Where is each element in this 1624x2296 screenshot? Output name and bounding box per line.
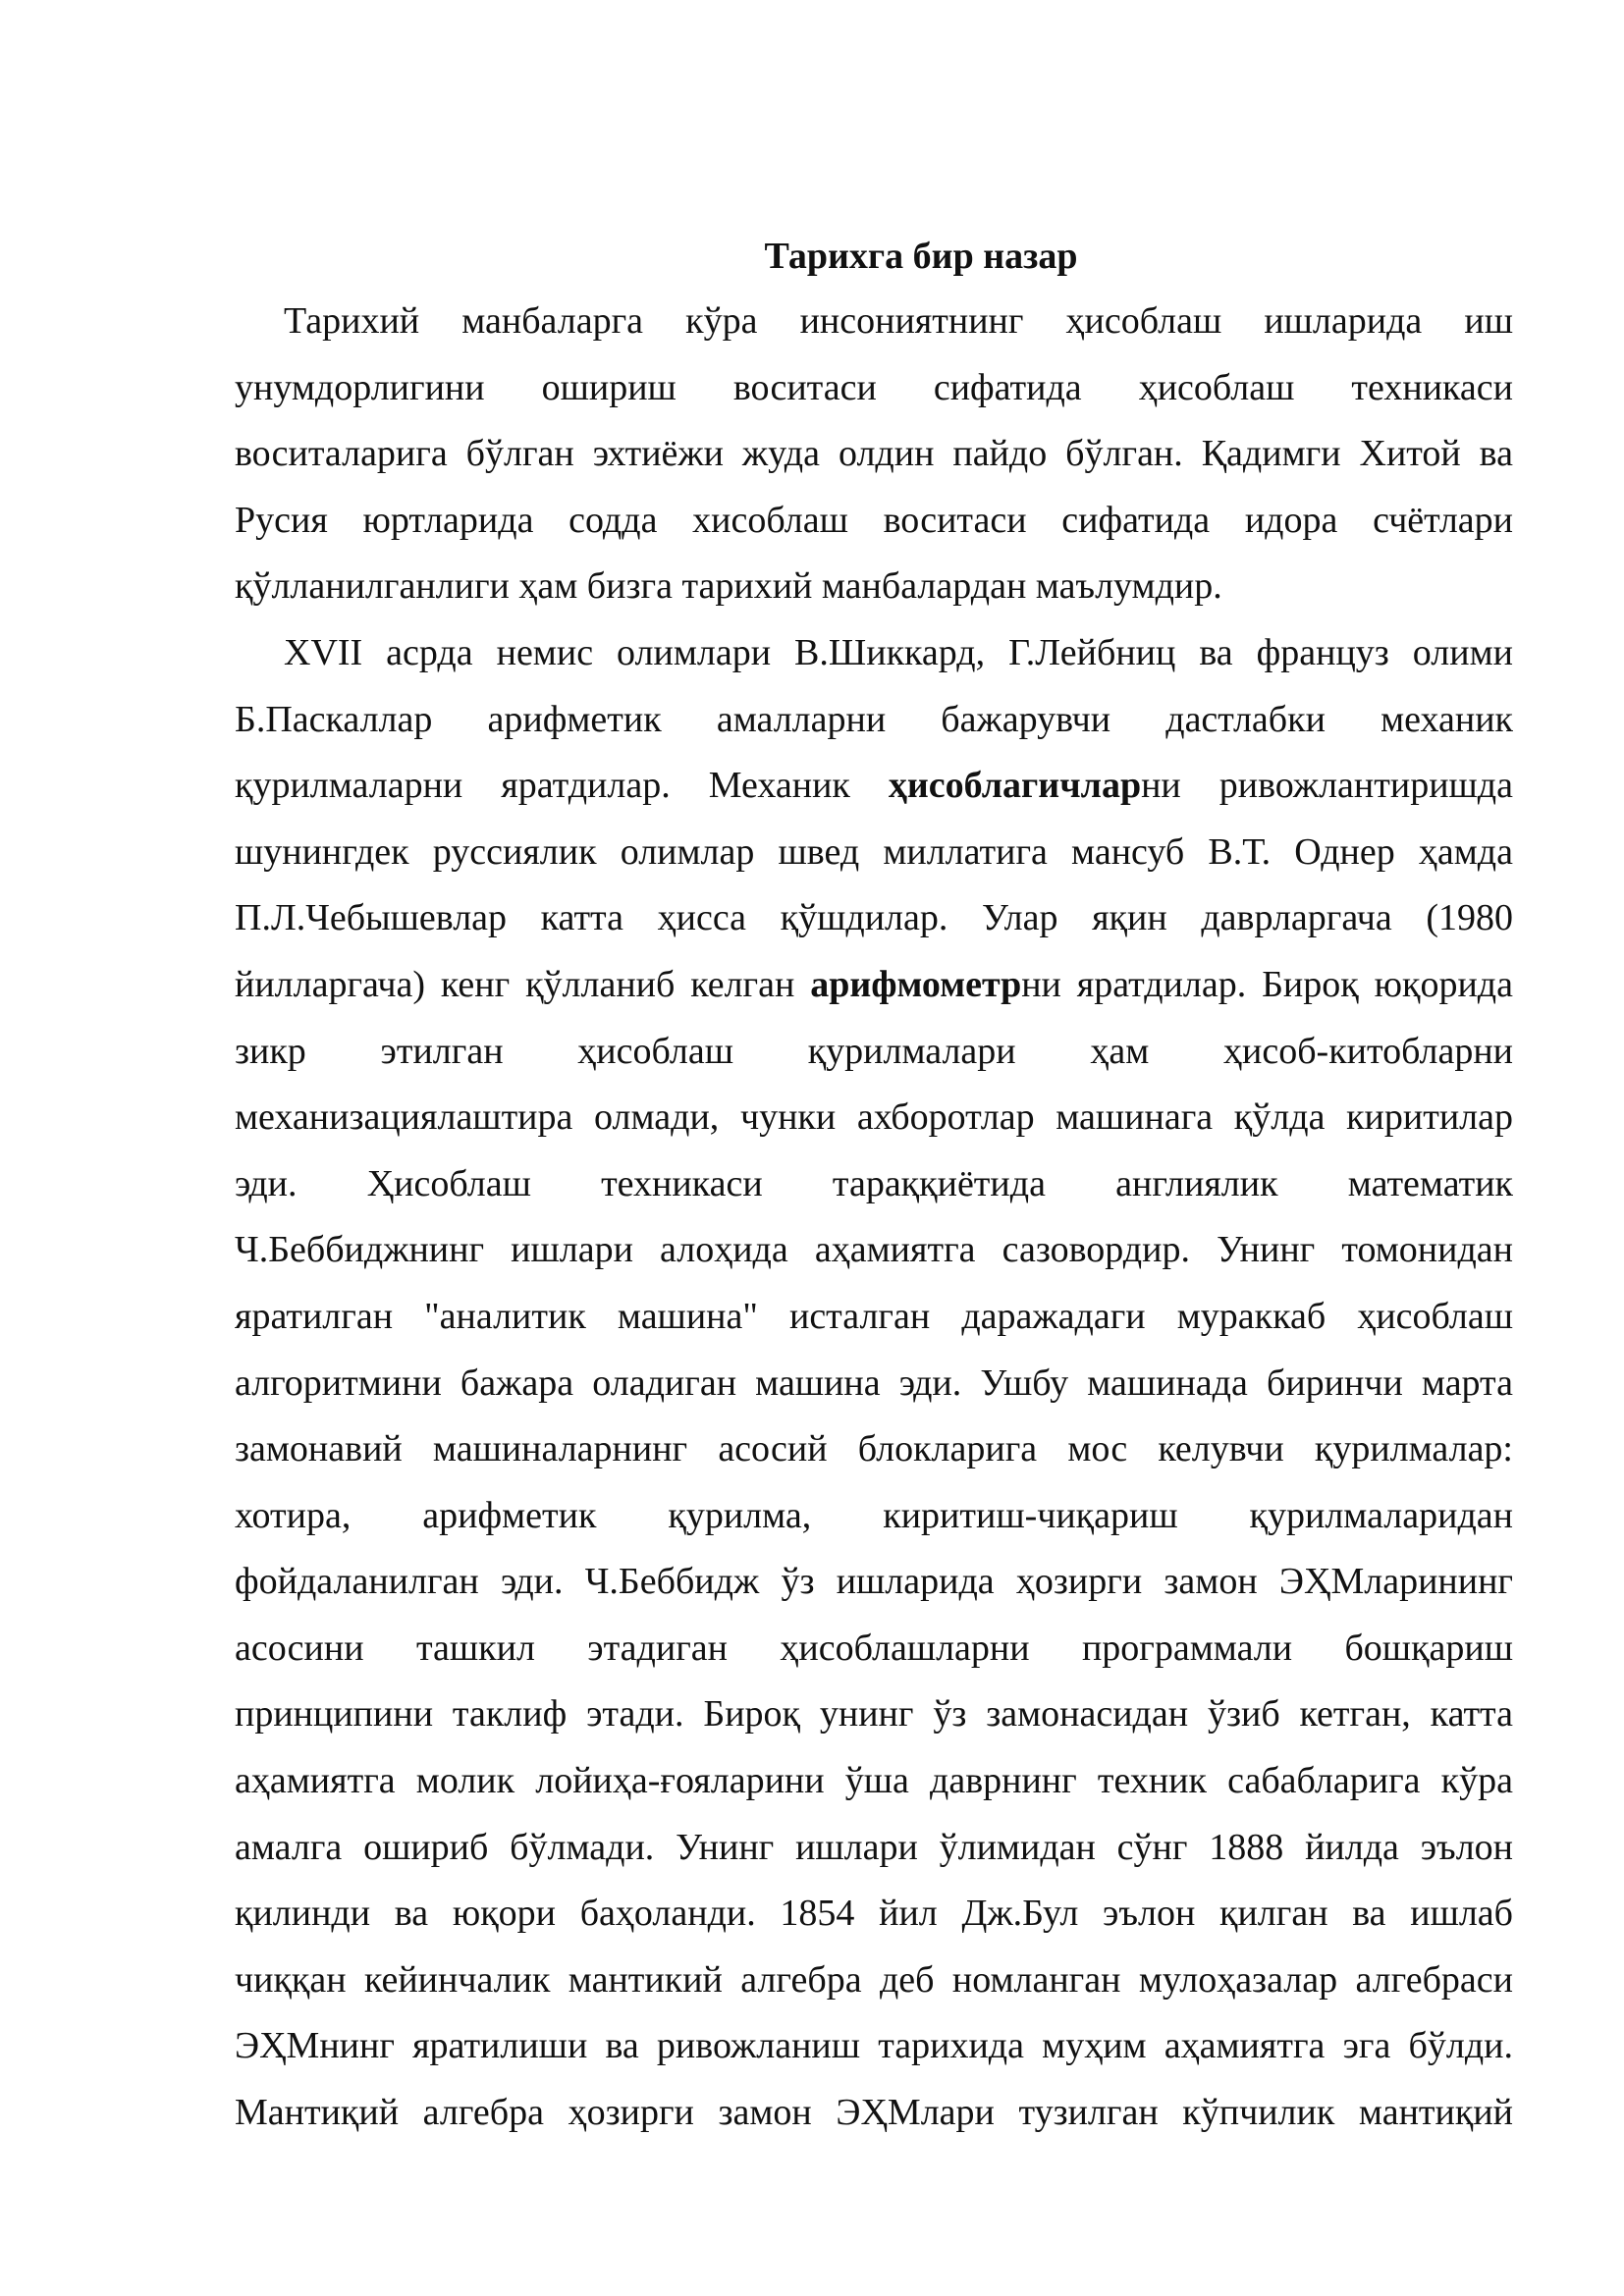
text-line bbox=[235, 885, 1513, 952]
text-line bbox=[235, 355, 1513, 422]
text-segment: амалга ошириб бўлмади. Унинг ишлари ўлимидан сўнг 1888 йилда эълон bbox=[235, 1826, 1513, 1868]
text-line bbox=[235, 1151, 1513, 1218]
text-segment: алгоритмини бажара оладиган машина эди. Ушбу машинада биринчи марта bbox=[235, 1362, 1513, 1404]
text-line bbox=[235, 1682, 1513, 1748]
text-segment: эди. Ҳисоблаш техникаси тараққиётида англиялик математик bbox=[235, 1162, 1513, 1204]
text-line bbox=[235, 1483, 1513, 1550]
text-segment: шунингдек руссиялик олимлар швед миллатига мансуб В.Т. Однер ҳамда bbox=[235, 830, 1513, 873]
text-line bbox=[235, 554, 1513, 620]
bold-term: ҳисоблагичлар bbox=[888, 765, 1142, 807]
text-line bbox=[235, 952, 1513, 1019]
text-line bbox=[235, 1881, 1513, 1948]
text-segment: Ч.Беббиджнинг ишлари алоҳида аҳамиятга сазовордир. Унинг томонидан bbox=[235, 1229, 1513, 1271]
text-line bbox=[235, 289, 1513, 355]
text-line bbox=[235, 1284, 1513, 1351]
text-line bbox=[235, 488, 1513, 555]
document-text bbox=[235, 289, 1513, 2147]
text-line bbox=[235, 1948, 1513, 2014]
text-segment: механизациялаштира олмади, чунки ахборотлар машинага қўлда киритилар bbox=[235, 1096, 1513, 1139]
text-segment: қўлланилганлиги ҳам бизга тарихий манбалардан маълумдир. bbox=[235, 565, 1222, 608]
text-line bbox=[235, 1549, 1513, 1616]
text-segment: фойдаланилган эди. Ч.Беббидж ўз ишларида ҳозирги замон ЭҲМларининг bbox=[235, 1561, 1513, 1603]
text-line bbox=[235, 421, 1513, 488]
text-line bbox=[235, 753, 1513, 820]
text-segment: принципини таклиф этади. Бироқ унинг ўз замонасидан ўзиб кетган, катта bbox=[235, 1693, 1513, 1735]
text-segment: яратилган "аналитик машина" исталган даражадаги мураккаб ҳисоблаш bbox=[235, 1295, 1513, 1337]
text-segment: чиққан кейинчалик мантикий алгебра деб номланган мулоҳазалар алгебраси bbox=[235, 1958, 1513, 2001]
text-segment: ни ривожлантиришда bbox=[1141, 765, 1513, 807]
text-segment: Б.Паскаллар арифметик амалларни бажарувчи дастлабки механик bbox=[235, 698, 1513, 740]
text-segment: П.Л.Чебышевлар катта ҳисса қўшдилар. Улар яқин даврларгача (1980 bbox=[235, 897, 1513, 939]
document-title: Тарихга бир назар bbox=[764, 236, 1078, 277]
text-segment: қилинди ва юқори баҳоланди. 1854 йил Дж.Бул эълон қилган ва ишлаб bbox=[235, 1893, 1513, 1935]
text-segment: унумдорлигини ошириш воситаси сифатида ҳисоблаш техникаси bbox=[235, 366, 1513, 408]
text-segment: хотира, арифметик қурилма, киритиш-чиқариш қурилмаларидан bbox=[235, 1494, 1513, 1536]
text-segment: йилларгача) кенг қўлланиб келган bbox=[235, 963, 811, 1005]
text-segment: аҳамиятга молик лойиҳа-ғояларини ўша даврнинг техник сабабларига кўра bbox=[235, 1760, 1513, 1802]
text-line bbox=[235, 1085, 1513, 1151]
text-segment: ЭҲМнинг яратилиши ва ривожланиш тарихида муҳим аҳамиятга эга бўлди. bbox=[235, 2025, 1513, 2067]
text-segment: замонавий машиналарнинг асосий блокларига мос келувчи қурилмалар: bbox=[235, 1428, 1513, 1470]
text-segment: Мантиқий алгебра ҳозирги замон ЭҲМлари тузилган кўпчилик мантиқий bbox=[235, 2092, 1513, 2134]
text-segment: қурилмаларни яратдилар. Механик bbox=[235, 765, 889, 807]
text-line bbox=[235, 1748, 1513, 1815]
text-line bbox=[235, 820, 1513, 886]
text-line bbox=[235, 1217, 1513, 1284]
text-segment: XVII асрда немис олимлари В.Шиккард, Г.Лейбниц ва француз олими bbox=[284, 631, 1513, 673]
text-segment: Тарихий манбаларга кўра инсониятнинг ҳисоблаш ишларида иш bbox=[284, 300, 1513, 342]
bold-term: арифмометр bbox=[810, 963, 1022, 1005]
text-line bbox=[235, 1351, 1513, 1417]
text-line bbox=[235, 2013, 1513, 2080]
document-body bbox=[235, 224, 1513, 2147]
text-line bbox=[235, 687, 1513, 754]
text-line bbox=[235, 2080, 1513, 2147]
text-line bbox=[235, 1616, 1513, 1682]
text-line bbox=[235, 1019, 1513, 1086]
text-line bbox=[235, 1416, 1513, 1483]
text-segment: зикр этилган ҳисоблаш қурилмалари ҳам ҳисоб-китобларни bbox=[235, 1030, 1513, 1072]
text-line bbox=[235, 1815, 1513, 1882]
text-line bbox=[235, 620, 1513, 687]
text-segment: асосини ташкил этадиган ҳисоблашларни программали бошқариш bbox=[235, 1627, 1513, 1669]
text-segment: воситаларига бўлган эхтиёжи жуда олдин пайдо бўлган. Қадимги Хитой ва bbox=[235, 433, 1513, 475]
text-segment: Русия юртларида содда хисоблаш воситаси сифатида идора счётлари bbox=[235, 499, 1513, 541]
text-segment: ни яратдилар. Бироқ юқорида bbox=[1021, 963, 1513, 1005]
